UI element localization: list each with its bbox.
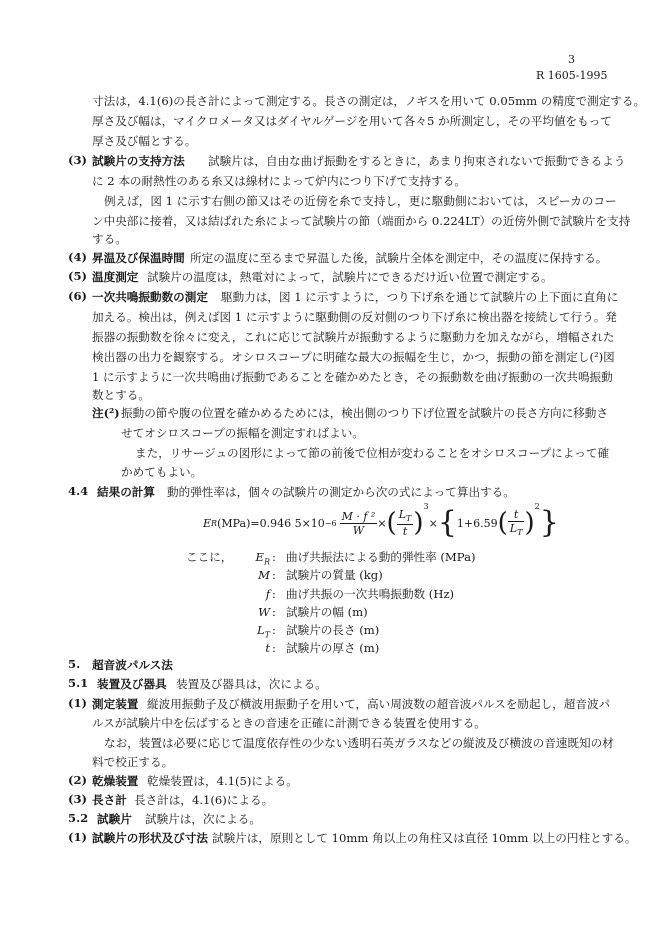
item-text: 試験片は，自由な曲げ振動をするときに，あまり拘束されないで振動できるよう	[208, 154, 626, 168]
item-text: 振器の振動数を徐々に変え，これに応じて試験片が振動するように駆動力を加えながら，増幅された	[92, 330, 615, 344]
item-text: 縦波用振動子及び横波用振動子を用いて，高い周波数の超音波パルスを励起し，超音波パ	[147, 697, 611, 711]
note-text: かめてもよい。	[121, 465, 203, 479]
item-text: 乾燥装置は，4.1(5)による。	[147, 774, 298, 788]
item-text: 試験片は，原則として 10mm 角以上の角柱又は直径 10mm 以上の円柱とする。	[212, 831, 637, 845]
item-text: 料で校正する。	[92, 755, 174, 769]
where-row: f : 曲げ共振の一次共鳴振動数 (Hz)	[265, 587, 455, 601]
exponent-cube: 3	[423, 502, 429, 511]
paren-open: (	[386, 508, 397, 538]
item-text: 長さ計は，4.1(6)による。	[134, 793, 274, 807]
section-title: 結果の計算	[97, 485, 155, 499]
where-desc: 曲げ共振法による動的弾性率 (MPa)	[286, 550, 476, 564]
times-sign: ×	[377, 516, 387, 530]
where-symbol: M	[258, 568, 270, 582]
note-text: せてオシロスコープの振幅を測定すればよい。	[121, 426, 364, 440]
section-text: 動的弾性率は，個々の試験片の測定から次の式によって算出する。	[167, 485, 515, 499]
formula-exponent: −6	[324, 518, 337, 528]
section-text: 試験片は，次による。	[145, 812, 261, 826]
section-title: 装置及び器具	[97, 677, 167, 691]
item-text: 1 に示すように一次共鳴曲げ振動であることを確かめたとき，その振動数を曲げ振動の一次共鳴振動	[92, 370, 613, 384]
item-number: (5)	[68, 269, 88, 283]
item-text: なお，装置は必要に応じて温度依存性の少ない透明石英ガラスなどの縦波及び横波の音速既知の材	[104, 736, 614, 750]
where-row: M : 試験片の質量 (kg)	[258, 568, 383, 582]
formula-symbol: E	[203, 516, 212, 530]
symbol-L: L	[509, 522, 518, 536]
formula-fraction	[508, 508, 525, 537]
item-number: (3)	[68, 153, 88, 167]
item-text: 所定の温度に至るまで昇温した後，試験片全体を測定中，その温度に保持する。	[190, 251, 608, 265]
subscript-T: T	[406, 514, 412, 524]
item-number: (6)	[68, 289, 88, 303]
formula-fraction	[340, 510, 378, 537]
where-row: $L_T$ : 試験片の長さ (m)	[230, 621, 530, 639]
where-label: ここに，	[186, 550, 233, 564]
item-text: する。	[92, 232, 127, 246]
item-text: 検出器の出力を観察する。オシロスコープに明確な最大の振幅を生じ，かつ，振動の節を測定し(²)図	[92, 350, 615, 364]
item-text: に 2 本の耐熱性のある糸又は線材によって炉内につり下げて支持する。	[92, 174, 466, 188]
formula	[203, 500, 559, 546]
where-symbol: f	[265, 587, 270, 601]
standard-code: R 1605-1995	[536, 69, 608, 82]
where-desc: 試験片の長さ (m)	[286, 623, 380, 637]
fraction-denominator: W	[352, 523, 365, 537]
item-title: 温度測定	[92, 270, 139, 284]
formula-subscript: R	[211, 518, 218, 528]
item-text: 数とする。	[92, 388, 150, 402]
item-title: 試験片の支持方法	[92, 154, 185, 168]
paren-close: )	[413, 508, 424, 538]
where-row: t : 試験片の厚さ (m)	[265, 641, 380, 655]
item-title: 乾燥装置	[92, 774, 139, 788]
formula-fraction	[397, 508, 414, 537]
symbol-L: L	[398, 508, 407, 522]
item-title: 一次共鳴振動数の測定	[92, 290, 208, 304]
item-title: 長さ計	[92, 793, 127, 807]
item-number: (2)	[68, 773, 88, 787]
where-desc: 試験片の幅 (m)	[286, 605, 368, 619]
section-number: 5.	[68, 657, 81, 671]
where-row: $E_R$ : 曲げ共振法による動的弾性率 (MPa)	[230, 548, 530, 566]
subscript-T: T	[517, 528, 523, 538]
formula-coefficient: (MPa)=0.946 5×10	[217, 516, 325, 530]
item-title: 昇温及び保温時間	[92, 251, 185, 265]
exponent-square: 2	[534, 502, 540, 511]
times-sign: ×	[428, 516, 438, 530]
symbol-t: t	[402, 524, 408, 538]
section-text: 装置及び器具は，次による。	[176, 677, 327, 691]
where-symbol: W	[258, 605, 270, 619]
formula-constant: 1+6.59	[456, 516, 498, 530]
where-row: W : 試験片の幅 (m)	[258, 605, 368, 619]
note-text: 振動の節や腹の位置を確かめるためには，検出側のつり下げ位置を試験片の長さ方向に移動さ	[121, 406, 608, 420]
section-number: 4.4	[68, 484, 89, 498]
paragraph-line: 厚さ及び幅とする。	[92, 134, 197, 148]
item-number: (1)	[68, 830, 88, 844]
item-number: (4)	[68, 250, 88, 264]
section-number: 5.2	[68, 811, 89, 825]
note-label: 注(²)	[92, 406, 120, 420]
item-text: 試験片の温度は，熱電対によって，試験片にできるだけ近い位置で測定する。	[147, 270, 553, 284]
section-title: 試験片	[97, 812, 132, 826]
where-desc: 曲げ共振の一次共鳴振動数 (Hz)	[286, 587, 455, 601]
symbol-t: t	[508, 508, 525, 522]
item-text: 駆動力は，図 1 に示すように，つり下げ糸を通じて試験片の上下面に直角に	[221, 290, 619, 304]
paragraph-line: 厚さ及び幅は，マイクロメータ又はダイヤルゲージを用いて各々5 か所測定し，その平均値をもって	[92, 114, 612, 128]
paragraph-line: 寸法は，4.1(6)の長さ計によって測定する。長さの測定は，ノギスを用いて 0.05mm の精度で測定する。	[92, 94, 646, 108]
paren-close: )	[524, 508, 535, 538]
item-text: ルスが試験片中を伝ばするときの音速を正確に計測できる装置を使用する。	[92, 716, 486, 730]
item-text: ン中央部に接着，又は結ばれた糸によって試験片の節（端面から 0.224LT）の近傍外側で試験片を支持	[92, 214, 631, 228]
item-text: 加える。検出は，例えば図 1 に示すように駆動側の反対側のつり下げ糸に検出器を接続して行う。発	[92, 310, 617, 324]
brace-close: }	[539, 505, 559, 540]
note-text: また，リサージュの図形によって節の前後で位相が変わることをオシロスコープによって確	[135, 446, 610, 460]
item-number: (1)	[68, 696, 88, 710]
item-title: 測定装置	[92, 697, 139, 711]
where-symbol: t	[265, 641, 270, 655]
section-number: 5.1	[68, 676, 89, 690]
item-number: (3)	[68, 792, 88, 806]
fraction-numerator: M · f ²	[341, 509, 376, 523]
where-desc: 試験片の質量 (kg)	[286, 568, 383, 582]
where-symbol: $L_T$	[256, 623, 270, 640]
item-text: 例えば，図 1 に示す右側の節又はその近傍を糸で支持し，更に駆動側においては，スピーカのコー	[104, 194, 617, 208]
brace-open: {	[437, 505, 457, 540]
where-desc: 試験片の厚さ (m)	[286, 641, 380, 655]
paren-open: (	[497, 508, 508, 538]
where-symbol: $E_R$	[255, 550, 270, 567]
section-title: 超音波パルス法	[92, 658, 173, 672]
item-title: 試験片の形状及び寸法	[92, 831, 208, 845]
page-number: 3	[568, 53, 575, 66]
